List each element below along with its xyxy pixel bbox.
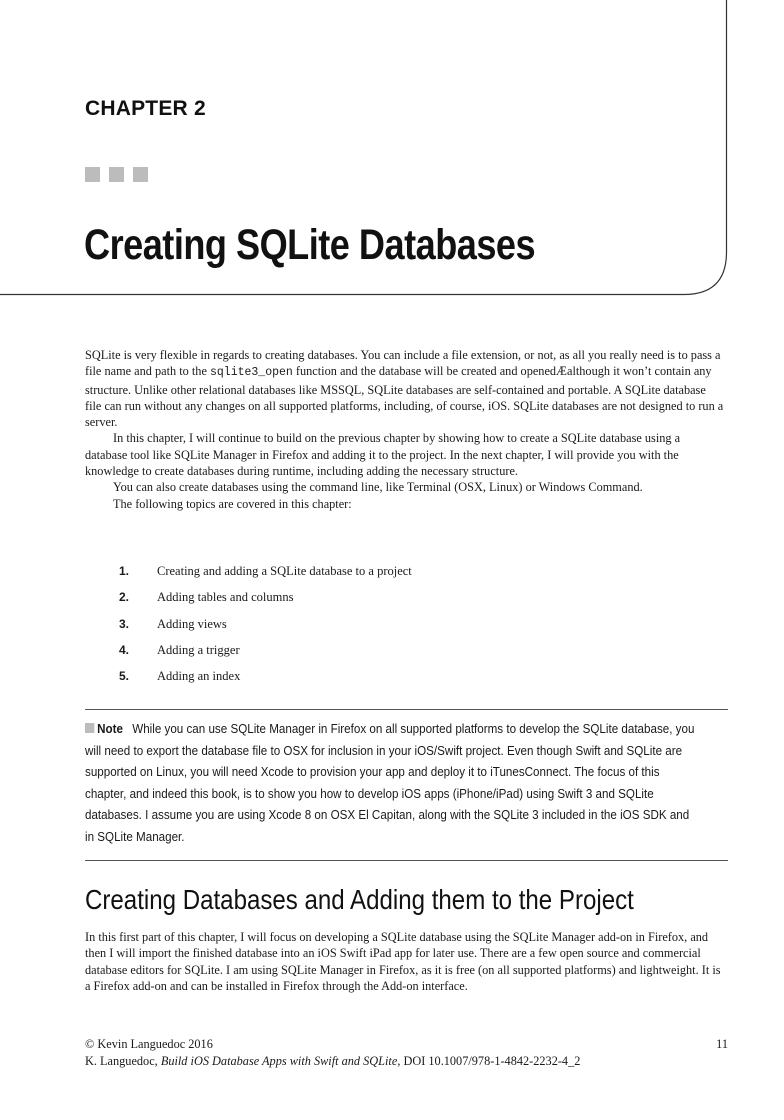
intro-paragraph-1 xyxy=(85,347,725,430)
list-item-number: 1. xyxy=(118,564,129,578)
intro-paragraph-3: You can also create databases using the command line, like Terminal (OSX, Linux) or Windows Command. xyxy=(113,480,643,495)
list-item-text: Adding tables and columns xyxy=(157,590,294,605)
chapter-title: Creating SQLite Databases xyxy=(84,221,536,269)
list-item-text: Adding an index xyxy=(157,669,241,684)
copyright-line: © Kevin Languedoc 2016 xyxy=(85,1037,213,1051)
list-item-number: 4. xyxy=(118,642,129,657)
section-paragraph-1: In this first part of this chapter, I will focus on developing a SQLite database using the SQLite Manager add-on in Firefox, and then I will import the finished database into an iOS Swift iPad app for later use. There are a few open source and commercial database editors for SQLite. I am using SQLite Manager in Firefox, as it is free (on all supported platforms) and lightweight. It is a Firefox add-on and can be installed in Firefox through the Add-on interface. xyxy=(85,930,721,993)
note-bottom-rule xyxy=(85,860,728,861)
chapter-decoration-squares xyxy=(85,167,148,182)
list-item-number: 5. xyxy=(118,669,129,684)
section-text xyxy=(85,929,725,994)
inline-code-sqlite3-open: sqlite3_open xyxy=(209,366,293,380)
list-item xyxy=(85,615,725,641)
decoration-square xyxy=(85,167,100,182)
page-number: 11 xyxy=(716,1037,728,1051)
intro-paragraph-2: In this chapter, I will continue to build on the previous chapter by showing how to create a SQLite database using a database tool like SQLite Manager in Firefox and adding it to the project. In the next chapter, I will provide you with the knowledge to create databases during runtime, including adding the necessary structure. xyxy=(85,431,681,479)
intro-p1-text: SQLite is very flexible in regards to creating databases. You can include a file extension, or not, as all you really need is to pass a file name and path to the xyxy=(85,348,721,379)
note-block xyxy=(85,719,699,849)
decoration-square xyxy=(133,167,148,182)
list-item xyxy=(85,641,725,667)
note-square-icon xyxy=(85,723,94,733)
list-item-number: 2. xyxy=(118,590,129,605)
citation-line xyxy=(85,1053,728,1070)
citation-prefix: K. Languedoc, xyxy=(85,1053,161,1068)
list-item xyxy=(85,667,725,693)
list-item xyxy=(85,562,725,588)
decoration-square xyxy=(109,167,124,182)
note-top-rule xyxy=(85,709,728,710)
intro-text xyxy=(85,347,725,512)
list-item-number: 3. xyxy=(118,616,129,631)
chapter-label: CHAPTER 2 xyxy=(85,97,206,120)
note-text: While you can use SQLite Manager in Firefox on all supported platforms to develop the SQLite database, you will need to export the database file to OSX for inclusion in your iOS/Swift project. Even though Swift and SQLite are supported on Linux, you will need Xcode to provision your app and deploy it to iTunesConnect. The focus of this chapter, and indeed this book, is to show you how to develop iOS apps (iPhone/iPad) using Swift 3 and SQLite databases. I assume you are using Xcode 8 on OSX El Capitan, along with the SQLite 3 included in the iOS SDK and in SQLite Manager. xyxy=(85,722,695,844)
topics-list xyxy=(85,562,725,693)
list-item-text: Creating and adding a SQLite database to a project xyxy=(157,564,412,578)
list-item-text: Adding views xyxy=(157,616,227,631)
list-item xyxy=(85,588,725,614)
intro-paragraph-4: The following topics are covered in this chapter: xyxy=(113,496,352,511)
page-footer xyxy=(85,1036,728,1069)
citation-doi: , DOI 10.1007/978-1-4842-2232-4_2 xyxy=(397,1053,581,1068)
note-label: Note xyxy=(97,722,123,736)
citation-book-title: Build iOS Database Apps with Swift and SQLite xyxy=(160,1053,398,1068)
list-item-text: Adding a trigger xyxy=(157,642,240,657)
section-heading: Creating Databases and Adding them to the Project xyxy=(85,884,634,915)
intro-p1-rest: function and the database will be created and openedÆalthough it won’t contain any structure. Unlike other relational databases like MSSQL, SQLite databases are self-contained and portable. A SQLite database file can run without any changes on all supported platforms, including, of course, iOS. SQLite databases are not designed to run a server. xyxy=(85,364,724,430)
